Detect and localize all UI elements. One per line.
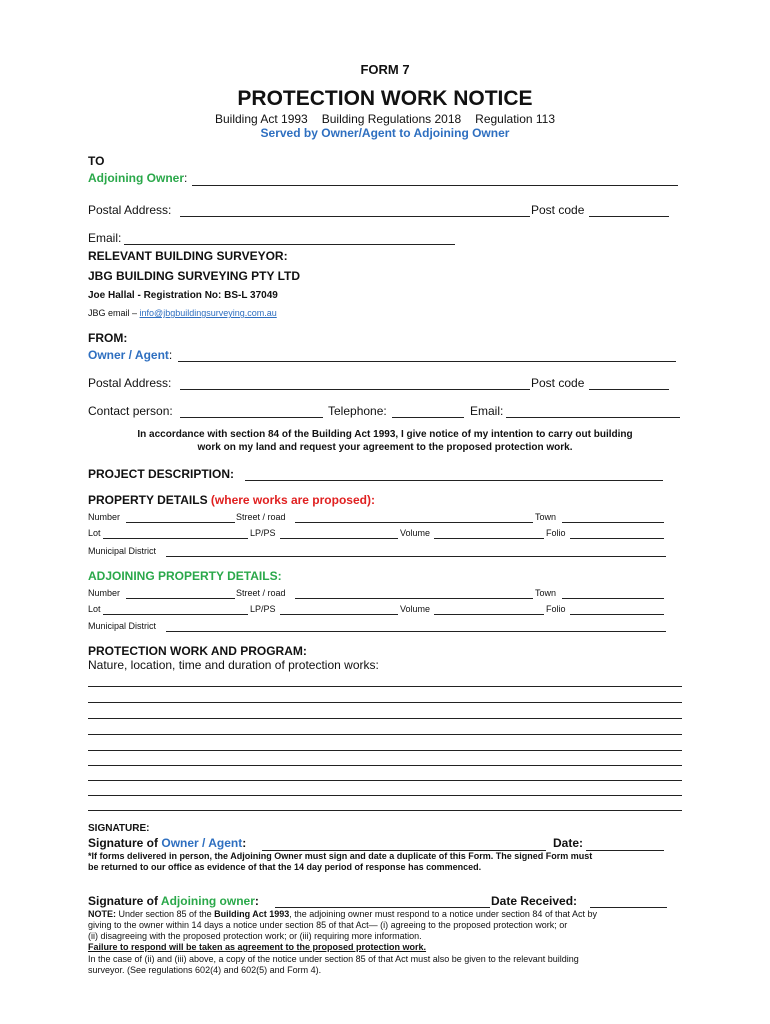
adj-street-field[interactable] <box>295 598 533 599</box>
adj-municipal-field[interactable] <box>166 631 666 632</box>
adjoining-owner-label: Adjoining Owner: <box>88 171 188 185</box>
to-postal-address-field[interactable] <box>180 216 530 217</box>
property-number-field[interactable] <box>126 522 235 523</box>
footer-note-line-3: (ii) disagreeing with the proposed protection work; or (iii) requiring more information. <box>88 931 422 941</box>
declaration-line-1: In accordance with section 84 of the Building Act 1993, I give notice of my intention to carry out building <box>137 429 633 440</box>
protection-work-line[interactable] <box>88 810 682 811</box>
served-by: Served by Owner/Agent to Adjoining Owner <box>260 126 510 140</box>
project-description-label: PROJECT DESCRIPTION: <box>88 467 235 481</box>
property-street-field[interactable] <box>295 522 533 523</box>
owner-date-field[interactable] <box>586 850 664 851</box>
owner-agent-field[interactable] <box>178 361 676 362</box>
regulation-ref: Regulation 113 <box>475 112 556 126</box>
adj-lot-field[interactable] <box>103 614 248 615</box>
surveyor-heading: RELEVANT BUILDING SURVEYOR: <box>88 249 288 263</box>
adjoining-signature-field[interactable] <box>275 907 490 908</box>
property-street-label: Street / road <box>236 512 286 522</box>
postcode-label: Post code <box>531 203 585 217</box>
property-lot-field[interactable] <box>103 538 248 539</box>
adj-lot-label: Lot <box>88 604 101 614</box>
to-email-field[interactable] <box>124 244 455 245</box>
property-details-note: (where works are proposed): <box>210 493 375 507</box>
adj-street-label: Street / road <box>236 588 286 598</box>
surveyor-email-link[interactable]: info@jbgbuildingsurveying.com.au <box>139 308 277 318</box>
telephone-label: Telephone: <box>328 404 387 418</box>
protection-work-line[interactable] <box>88 780 682 781</box>
owner-date-label: Date: <box>553 836 584 850</box>
adj-lpps-field[interactable] <box>280 614 398 615</box>
protection-work-line[interactable] <box>88 750 682 751</box>
property-number-label: Number <box>88 512 121 522</box>
date-received-field[interactable] <box>590 907 667 908</box>
form-number: FORM 7 <box>360 62 410 77</box>
telephone-field[interactable] <box>392 417 464 418</box>
protection-work-line[interactable] <box>88 718 682 719</box>
property-folio-field[interactable] <box>570 538 664 539</box>
signature-heading: SIGNATURE: <box>88 823 150 834</box>
property-municipal-field[interactable] <box>166 556 666 557</box>
property-town-field[interactable] <box>562 522 664 523</box>
protection-work-line[interactable] <box>88 795 682 796</box>
owner-agent-label: Owner / Agent: <box>88 348 173 362</box>
act-ref: Building Act 1993 <box>214 112 308 126</box>
to-label: TO <box>88 154 105 168</box>
property-lpps-field[interactable] <box>280 538 398 539</box>
adj-folio-label: Folio <box>546 604 566 614</box>
contact-person-label: Contact person: <box>88 404 173 418</box>
adjoining-owner-field[interactable] <box>192 185 678 186</box>
from-email-field[interactable] <box>506 417 680 418</box>
surveyor-registration: Joe Hallal - Registration No: BS-L 37049 <box>88 290 278 301</box>
adj-volume-field[interactable] <box>434 614 544 615</box>
delivery-note-line-2: be returned to our office as evidence of that the 14 day period of response has commenced. <box>88 862 482 872</box>
adj-lpps-label: LP/PS <box>250 604 276 614</box>
page-title: PROTECTION WORK NOTICE <box>237 87 533 110</box>
footer-note-line-6: surveyor. (See regulations 602(4) and 602(5) and Form 4). <box>88 965 322 975</box>
email-label: Email: <box>88 231 122 245</box>
footer-note-line-4: Failure to respond will be taken as agreement to the proposed protection work. <box>88 942 427 952</box>
property-municipal-label: Municipal District <box>88 546 157 556</box>
declaration-line-2: work on my land and request your agreement to the proposed protection work. <box>197 442 573 453</box>
property-volume-label: Volume <box>400 528 431 538</box>
protection-work-line[interactable] <box>88 686 682 687</box>
protection-work-line[interactable] <box>88 702 682 703</box>
protection-work-subheading: Nature, location, time and duration of protection works: <box>88 658 379 672</box>
surveyor-company: JBG BUILDING SURVEYING PTY LTD <box>88 269 301 283</box>
property-folio-label: Folio <box>546 528 566 538</box>
date-received-label: Date Received: <box>491 894 578 908</box>
property-details-heading: PROPERTY DETAILS (where works are proposed): <box>88 493 375 507</box>
adjoining-property-heading: ADJOINING PROPERTY DETAILS: <box>88 569 282 583</box>
footer-note-line-5: In the case of (ii) and (iii) above, a copy of the notice under section 85 of that Act must also be given to the relevant building <box>88 954 579 964</box>
to-postcode-field[interactable] <box>589 216 669 217</box>
footer-note-line-1: NOTE: Under section 85 of the Building Act 1993, the adjoining owner must respond to a notice under section 84 of that Act by <box>88 909 597 919</box>
protection-work-heading: PROTECTION WORK AND PROGRAM: <box>88 644 307 658</box>
adj-town-label: Town <box>535 588 557 598</box>
postal-address-label: Postal Address: <box>88 203 172 217</box>
property-volume-field[interactable] <box>434 538 544 539</box>
from-email-label: Email: <box>470 404 504 418</box>
delivery-note-line-1: *If forms delivered in person, the Adjoining Owner must sign and date a duplicate of this Form. The signed Form must <box>88 851 593 861</box>
from-postal-label: Postal Address: <box>88 376 172 390</box>
property-lpps-label: LP/PS <box>250 528 276 538</box>
adj-folio-field[interactable] <box>570 614 664 615</box>
property-town-label: Town <box>535 512 557 522</box>
property-lot-label: Lot <box>88 528 101 538</box>
adjoining-signature-label: Signature of Adjoining owner: <box>88 894 259 908</box>
footer-note-line-2: giving to the owner within 14 days a notice under section 85 of that Act— (i) agreeing to the proposed protection work; or <box>88 920 568 930</box>
adj-volume-label: Volume <box>400 604 431 614</box>
regs-ref: Building Regulations 2018 <box>321 112 462 126</box>
from-postcode-field[interactable] <box>589 389 669 390</box>
from-postcode-label: Post code <box>531 376 585 390</box>
project-description-field[interactable] <box>245 480 663 481</box>
adj-municipal-label: Municipal District <box>88 621 157 631</box>
adj-number-label: Number <box>88 588 121 598</box>
owner-signature-label: Signature of Owner / Agent: <box>88 836 247 850</box>
adj-town-field[interactable] <box>562 598 664 599</box>
from-postal-address-field[interactable] <box>180 389 530 390</box>
protection-work-line[interactable] <box>88 765 682 766</box>
from-label: FROM: <box>88 331 128 345</box>
adj-number-field[interactable] <box>126 598 235 599</box>
legislation-line <box>0 112 770 126</box>
protection-work-line[interactable] <box>88 734 682 735</box>
contact-person-field[interactable] <box>180 417 323 418</box>
surveyor-email-line: JBG email – info@jbgbuildingsurveying.com.au <box>88 308 277 318</box>
